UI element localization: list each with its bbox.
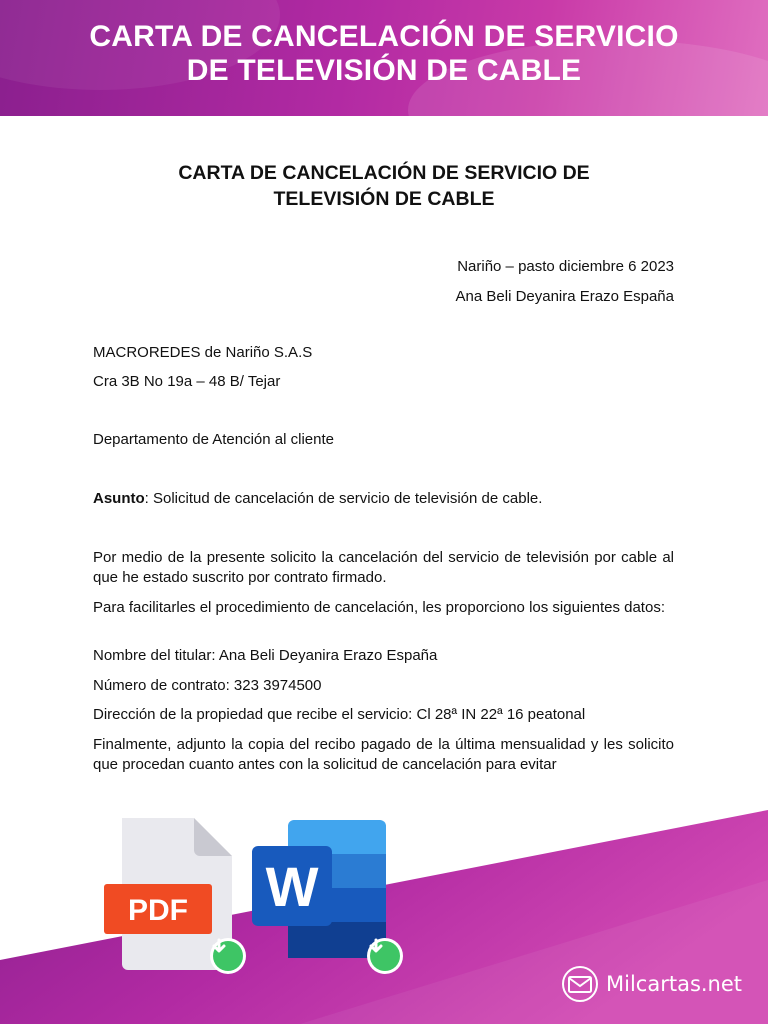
envelope-icon <box>560 964 600 1004</box>
subject-text: : Solicitud de cancelación de servicio de televisión de cable. <box>144 490 543 507</box>
banner-title <box>0 20 768 88</box>
paragraph-intro: Por medio de la presente solicito la cancelación del servicio de televisión por cable al que he estado suscrito por contrato firmado. <box>93 549 674 586</box>
brand-name: Milcartas.net <box>606 972 743 996</box>
holder-line: Nombre del titular: Ana Beli Deyanira Erazo España <box>93 647 438 664</box>
recipient-company: MACROREDES de Nariño S.A.S <box>93 344 313 361</box>
document-title <box>0 160 768 212</box>
banner-title-line: DE TELEVISIÓN DE CABLE <box>186 54 582 87</box>
address-line: Dirección de la propiedad que recibe el servicio: Cl 28ª IN 22ª 16 peatonal <box>93 706 586 723</box>
contract-line: Número de contrato: 323 3974500 <box>93 677 322 694</box>
pdf-download-badge <box>210 938 246 974</box>
word-label: W <box>265 855 319 918</box>
download-icon <box>213 941 243 971</box>
sender-name: Ana Beli Deyanira Erazo España <box>455 288 674 305</box>
paragraph-closing: Finalmente, adjunto la copia del recibo pagado de la última mensualidad y les solicito que procedan cuanto antes con la solicitud de cancelación para evitar <box>93 736 674 773</box>
header-banner <box>0 0 768 116</box>
department: Departamento de Atención al cliente <box>93 431 334 448</box>
subject-line <box>93 490 542 508</box>
download-icon <box>370 941 400 971</box>
brand-logo[interactable] <box>560 962 742 1006</box>
pdf-label: PDF <box>128 894 188 927</box>
place-date: Nariño – pasto diciembre 6 2023 <box>457 258 674 275</box>
document-title-line: CARTA DE CANCELACIÓN DE SERVICIO DE <box>178 162 590 184</box>
banner-title-line: CARTA DE CANCELACIÓN DE SERVICIO <box>89 20 679 53</box>
recipient-address: Cra 3B No 19a – 48 B/ Tejar <box>93 373 281 390</box>
paragraph-data-intro: Para facilitarles el procedimiento de cancelación, les proporciono los siguientes datos: <box>93 599 665 616</box>
subject-label: Asunto <box>93 490 145 507</box>
word-download-badge <box>367 938 403 974</box>
document-title-line: TELEVISIÓN DE CABLE <box>273 188 495 210</box>
